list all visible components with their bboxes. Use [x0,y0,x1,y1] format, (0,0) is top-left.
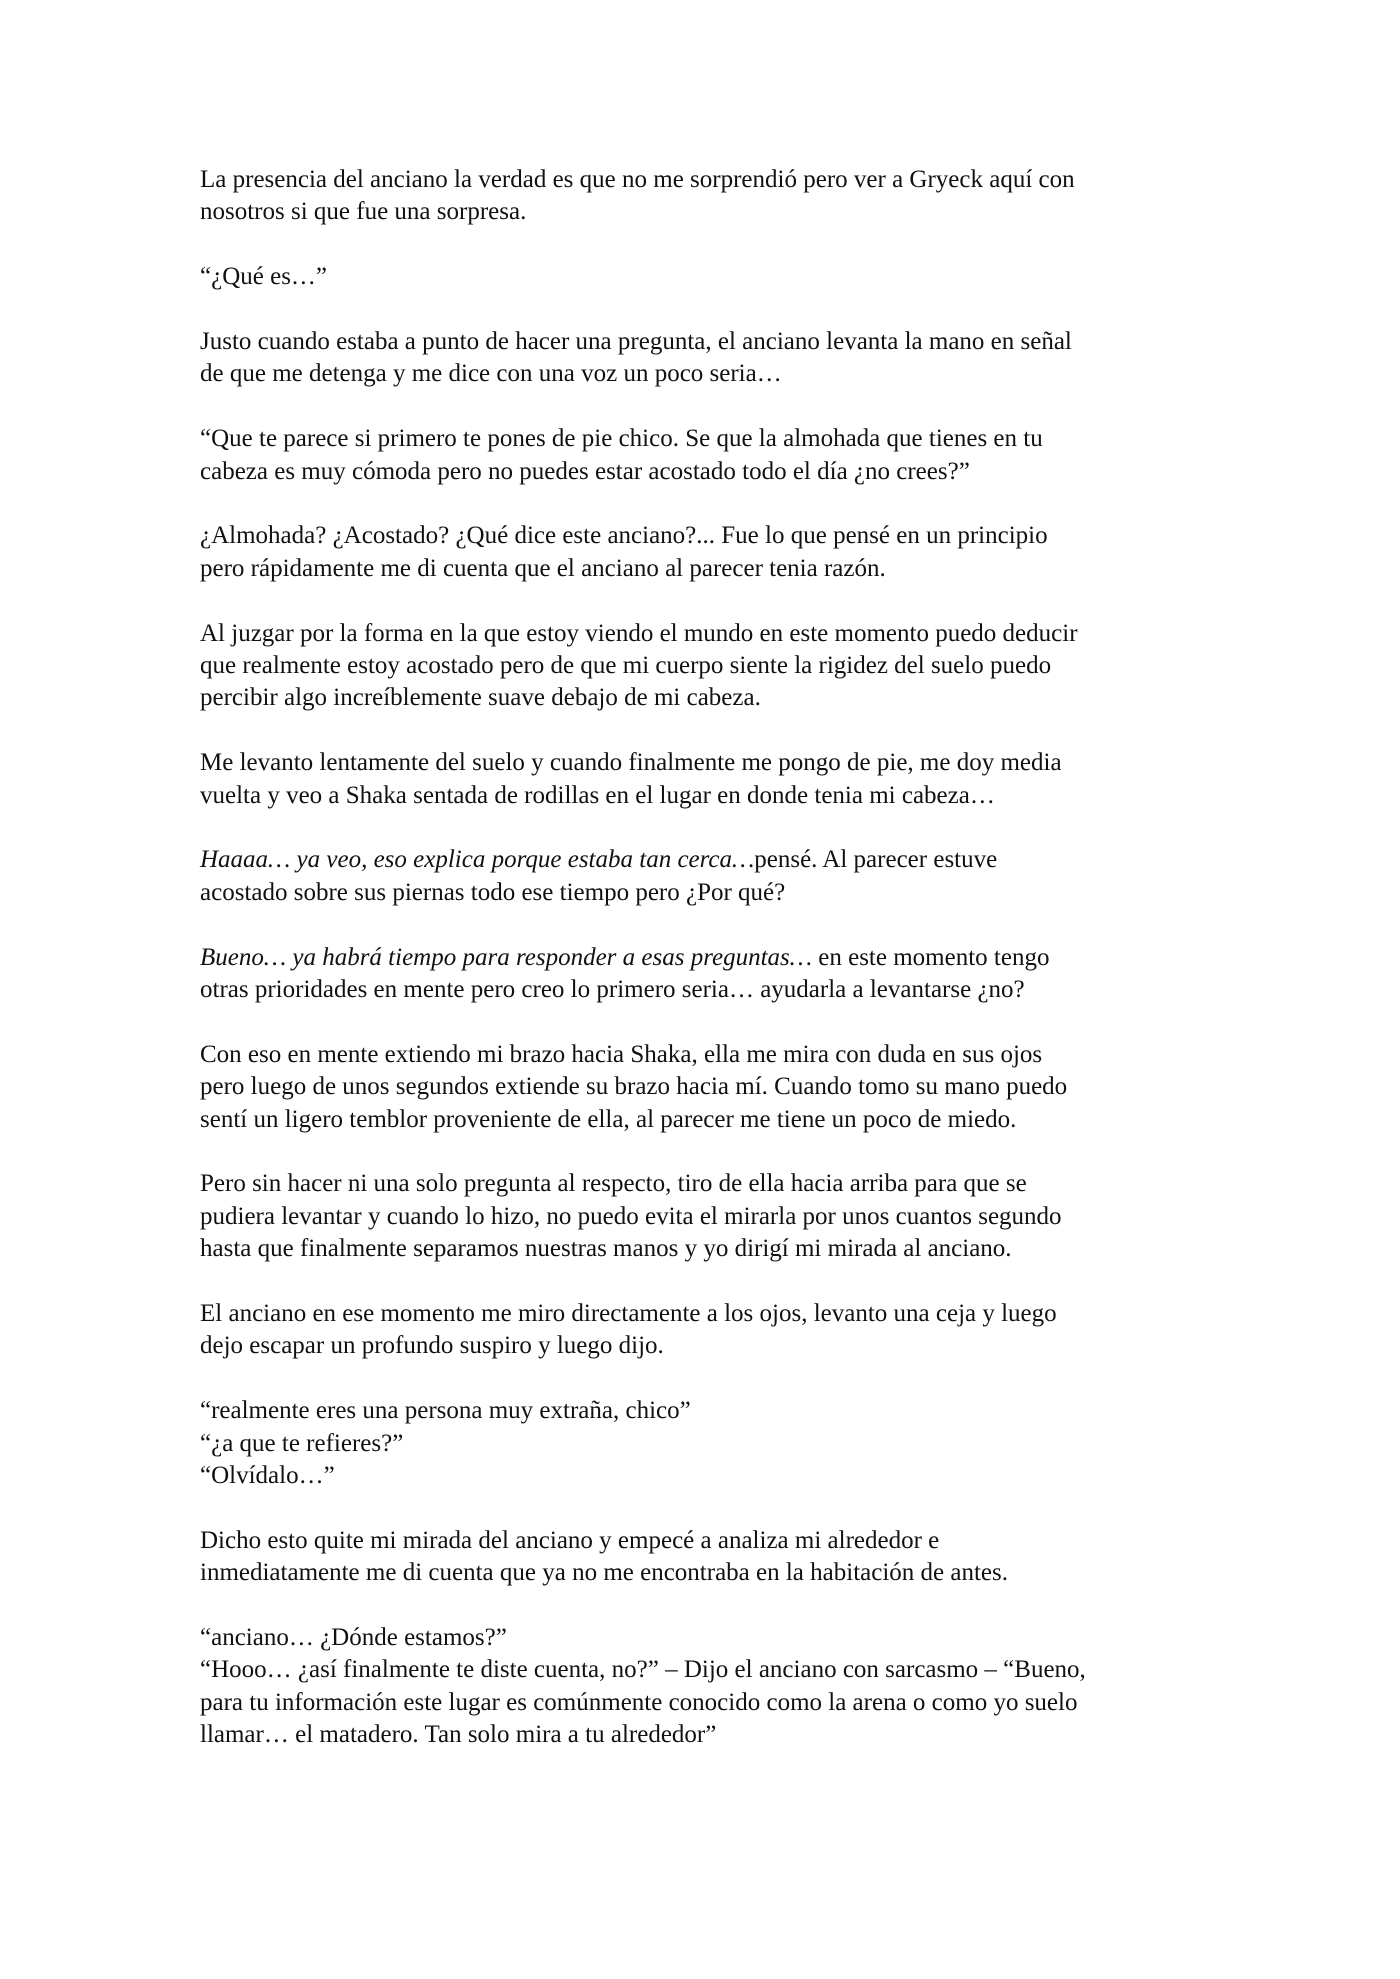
text-segment: Dicho esto quite mi mirada del anciano y empecé a analiza mi alrededor e [200,1526,940,1554]
text-line [200,1460,1210,1492]
text-line [200,1687,1210,1719]
text-line [200,1071,1210,1103]
paragraph [200,844,1210,909]
text-segment: en este momento tengo [812,943,1050,971]
text-line [200,164,1210,196]
text-line [200,553,1210,585]
text-segment: ¿Almohada? ¿Acostado? ¿Qué dice este anciano?... Fue lo que pensé en un principio [200,522,1048,550]
text-segment: “Olvídalo…” [200,1462,335,1490]
text-segment: de que me detenga y me dice con una voz un poco seria… [200,360,782,388]
text-segment: Al juzgar por la forma en la que estoy viendo el mundo en este momento puedo deducir [200,619,1078,647]
paragraph [200,520,1210,585]
paragraph [200,164,1210,229]
text-segment: “Hooo… ¿así finalmente te diste cuenta, no?” – Dijo el anciano con sarcasmo – “Bueno, [200,1656,1086,1684]
text-segment: Con eso en mente extiendo mi brazo hacia Shaka, ella me mira con duda en sus ojos [200,1040,1043,1068]
text-segment: acostado sobre sus piernas todo ese tiempo pero ¿Por qué? [200,878,786,906]
text-segment: pero rápidamente me di cuenta que el anciano al parecer tenia razón. [200,554,886,582]
text-line [200,650,1210,682]
text-line [200,261,1210,293]
text-line [200,326,1210,358]
text-line [200,682,1210,714]
text-line [200,1039,1210,1071]
text-segment: vuelta y veo a Shaka sentada de rodillas en el lugar en donde tenia mi cabeza… [200,781,995,809]
text-segment: “Que te parece si primero te pones de pie chico. Se que la almohada que tienes en tu [200,425,1043,453]
text-line [200,196,1210,228]
text-segment: pensé. Al parecer estuve [754,846,998,874]
paragraph [200,423,1210,488]
text-line [200,1557,1210,1589]
text-segment: El anciano en ese momento me miro directamente a los ojos, levanto una ceja y luego [200,1300,1057,1328]
text-line [200,1428,1210,1460]
paragraph [200,1298,1210,1363]
text-segment: pero luego de unos segundos extiende su brazo hacia mí. Cuando tomo su mano puedo [200,1073,1068,1101]
italic-text-segment: Bueno… ya habrá tiempo para responder a esas preguntas… [200,943,812,971]
paragraph [200,1395,1210,1492]
text-line [200,456,1210,488]
text-line [200,1654,1210,1686]
text-line [200,844,1210,876]
text-segment: “realmente eres una persona muy extraña, chico” [200,1397,691,1425]
text-segment: percibir algo increíblemente suave debajo de mi cabeza. [200,684,761,712]
paragraph [200,1168,1210,1265]
text-line [200,1104,1210,1136]
text-segment: que realmente estoy acostado pero de que mi cuerpo siente la rigidez del suelo puedo [200,652,1052,680]
text-segment: hasta que finalmente separamos nuestras manos y yo dirigí mi mirada al anciano. [200,1235,1012,1263]
paragraph [200,618,1210,715]
paragraph [200,1039,1210,1136]
text-line [200,877,1210,909]
text-segment: dejo escapar un profundo suspiro y luego dijo. [200,1332,664,1360]
text-segment: llamar… el matadero. Tan solo mira a tu alrededor” [200,1721,717,1749]
text-line [200,1719,1210,1751]
text-segment: Me levanto lentamente del suelo y cuando finalmente me pongo de pie, me doy media [200,749,1062,777]
text-line [200,1201,1210,1233]
text-segment: Pero sin hacer ni una solo pregunta al respecto, tiro de ella hacia arriba para que se [200,1170,1027,1198]
paragraph [200,326,1210,391]
text-segment: sentí un ligero temblor proveniente de ella, al parecer me tiene un poco de miedo. [200,1105,1017,1133]
text-line [200,780,1210,812]
text-line [200,1168,1210,1200]
text-line [200,520,1210,552]
paragraph [200,261,1210,293]
text-line [200,1330,1210,1362]
text-segment: “¿Qué es…” [200,263,328,291]
text-segment: Justo cuando estaba a punto de hacer una pregunta, el anciano levanta la mano en señal [200,328,1072,355]
paragraph [200,747,1210,812]
text-segment: cabeza es muy cómoda pero no puedes estar acostado todo el día ¿no crees?” [200,457,970,485]
text-line [200,1525,1210,1557]
text-segment: inmediatamente me di cuenta que ya no me encontraba en la habitación de antes. [200,1559,1008,1587]
paragraph [200,1622,1210,1752]
text-line [200,618,1210,650]
text-segment: para tu información este lugar es comúnmente conocido como la arena o como yo suelo [200,1688,1078,1716]
text-line [200,747,1210,779]
paragraph [200,942,1210,1007]
text-line [200,423,1210,455]
italic-text-segment: Haaaa… ya veo, eso explica porque estaba tan cerca… [200,846,755,874]
text-segment: “anciano… ¿Dónde estamos?” [200,1624,507,1652]
text-line [200,358,1210,390]
text-line [200,1395,1210,1427]
text-line [200,942,1210,974]
text-line [200,1233,1210,1265]
paragraph [200,1525,1210,1590]
text-line [200,1622,1210,1654]
document-body [200,164,1210,1784]
text-segment: pudiera levantar y cuando lo hizo, no puedo evita el mirarla por unos cuantos segundo [200,1202,1062,1230]
text-segment: La presencia del anciano la verdad es que no me sorprendió pero ver a Gryeck aquí con [200,166,1075,193]
text-segment: “¿a que te refieres?” [200,1429,404,1457]
text-segment: nosotros si que fue una sorpresa. [200,198,527,226]
text-line [200,974,1210,1006]
text-line [200,1298,1210,1330]
text-segment: otras prioridades en mente pero creo lo primero seria… ayudarla a levantarse ¿no? [200,976,1025,1004]
